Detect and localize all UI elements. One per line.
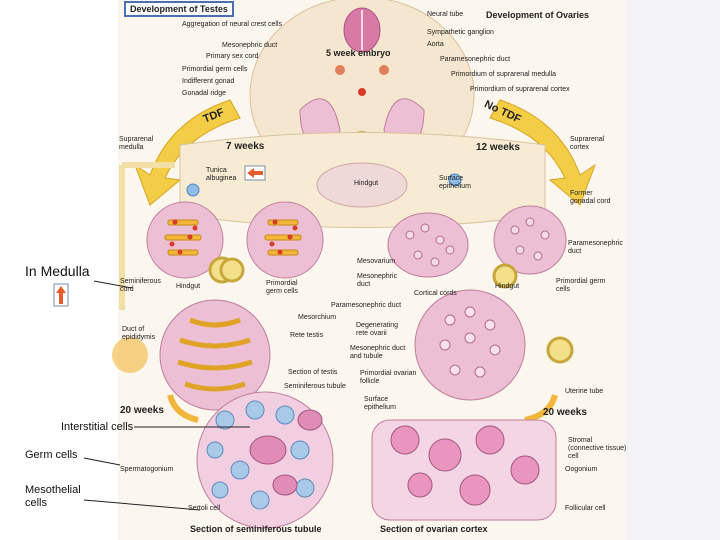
label-sertoli-cell: Sertoli cell [188, 505, 221, 512]
label-hindgut-right: Hindgut [495, 283, 520, 290]
label-spermatogonium: Spermatogonium [120, 466, 174, 473]
ovary-12wk-left [388, 213, 468, 277]
label-neural-tube: Neural tube [427, 11, 464, 18]
annotation-interstitial-cells: Interstitial cells [61, 421, 134, 433]
label-suprarenal-cortex-primordium: Primordium of suprarenal cortex [470, 86, 570, 93]
label-uterine-tube: Uterine tube [565, 388, 604, 395]
label-mesorchium: Mesorchium [298, 314, 337, 321]
label-aorta: Aorta [427, 41, 444, 48]
label-primary-sex-cord: Primary sex cord [206, 53, 259, 60]
label-mesonephric-duct: Mesonephric duct [222, 42, 278, 49]
label-cortical-cords: Cortical cords [414, 290, 457, 297]
label-paramesonephric-right: Paramesonephric duct [568, 240, 623, 255]
label-degenerating-rete: Degenerating rete ovarii [356, 322, 399, 337]
title-testes: Development of Testes [124, 1, 234, 17]
label-seminiferous-cord: Seminiferous cord [120, 278, 161, 293]
label-suprarenal-medulla-primordium: Primordium of suprarenal medulla [451, 71, 557, 78]
label-hindgut-center: Hindgut [354, 180, 379, 187]
label-surface-epithelium: Surface epithelium [364, 396, 396, 411]
label-gonadal-ridge: Gonadal ridge [182, 90, 226, 97]
label-indifferent-gonad: Indifferent gonad [182, 78, 235, 85]
up-arrow-icon [54, 284, 68, 306]
tdf-label: TDF [201, 106, 226, 126]
label-primordial-germ-left: Primordial germ cells [266, 280, 298, 295]
label-hindgut-left: Hindgut [176, 283, 201, 290]
label-primordial-follicle: Primordial ovarian follicle [360, 370, 417, 385]
label-section-testis: Section of testis [288, 369, 338, 376]
no-tdf-label: No TDF [482, 98, 523, 126]
label-former-gonadal-cord: Former gonadal cord [570, 190, 611, 205]
label-mesovarium: Mesovarium [357, 258, 396, 265]
label-surface-epithelium-top: Surface epithelium [439, 175, 471, 190]
label-follicular-cell: Follicular cell [565, 505, 606, 512]
label-rete-testis: Rete testis [290, 332, 324, 339]
stage-20-weeks-right: 20 weeks [543, 407, 587, 418]
label-primordial-germ: Primordial germ cells [182, 66, 248, 73]
stage-7-weeks: 7 weeks [226, 141, 265, 152]
figure-right-margin [626, 0, 720, 540]
label-sympathetic-ganglion: Sympathetic ganglion [427, 29, 494, 36]
label-suprarenal-cortex: Suprarenal cortex [570, 136, 605, 151]
label-paramesonephric-top: Paramesonephric duct [440, 56, 511, 63]
label-mesonephric-duct-mid: Mesonephric duct [357, 273, 398, 288]
left-arrow-icon [245, 166, 265, 180]
annotation-germ-cells: Germ cells [25, 449, 78, 461]
label-suprarenal-medulla: Suprarenal medulla [119, 136, 154, 151]
title-ovaries: Development of Ovaries [486, 10, 590, 20]
label-oogonium: Oogonium [565, 466, 598, 473]
ovarian-cortex-section [372, 420, 556, 520]
stage-5-week: 5 week embryo [326, 48, 391, 58]
annotation-in-medulla: In Medulla [25, 263, 90, 279]
label-seminiferous-tubule: Seminiferous tubule [284, 383, 346, 390]
label-stromal-cell: Stromal (connective tissue) cell [568, 437, 627, 460]
label-neural-crest: Aggregation of neural crest cells [182, 21, 282, 28]
label-duct-epididymis: Duct of epididymis [122, 326, 156, 341]
stage-12-weeks: 12 weeks [476, 142, 520, 153]
label-tunica: Tunica albuginea [206, 167, 237, 182]
label-mesonephric-duct-tubule: Mesonephric duct and tubule [350, 345, 406, 360]
label-paramesonephric-mid: Paramesonephric duct [331, 302, 402, 309]
annotation-mesothelial-cells: Mesothelial cells [25, 484, 81, 509]
stage-20-weeks-left: 20 weeks [120, 405, 164, 416]
caption-seminiferous-section: Section of seminiferous tubule [190, 524, 322, 534]
label-primordial-germ-right: Primordial germ cells [556, 278, 606, 293]
germ-pointer [84, 458, 120, 465]
caption-ovarian-section: Section of ovarian cortex [380, 524, 488, 534]
